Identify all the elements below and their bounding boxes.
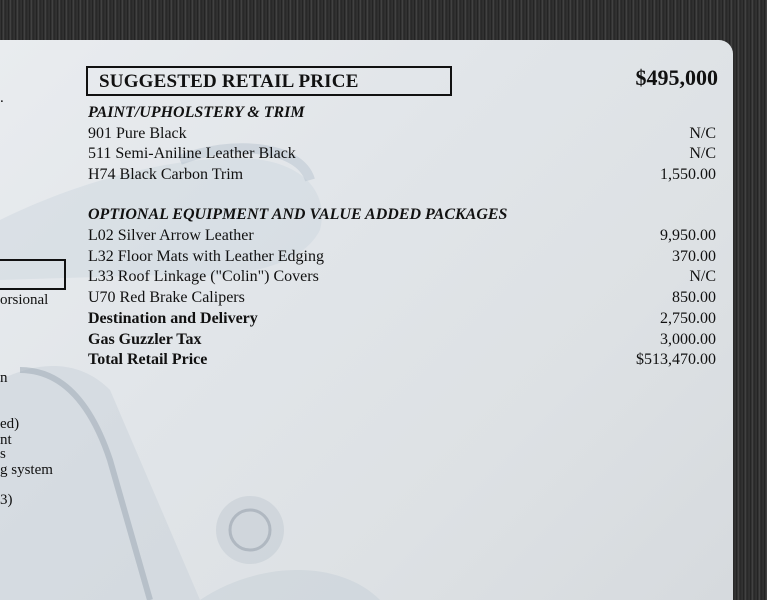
left-column-fragment: n [0, 370, 8, 386]
line-item-label: H74 Black Carbon Trim [88, 166, 244, 183]
line-item-label: L33 Roof Linkage ("Colin") Covers [88, 268, 319, 285]
line-item [88, 145, 716, 165]
line-item [88, 227, 716, 247]
line-item-value: N/C [689, 125, 716, 142]
total-label-destination: Destination and Delivery [88, 310, 258, 327]
line-item [88, 125, 716, 145]
line-item-value: N/C [689, 268, 716, 285]
left-column-fragment: . [0, 90, 4, 106]
line-item [88, 248, 716, 268]
line-item-value: 850.00 [672, 289, 716, 306]
line-item-label: L32 Floor Mats with Leather Edging [88, 248, 324, 265]
left-column-fragment: s [0, 446, 6, 462]
line-item-value: 1,550.00 [660, 166, 716, 183]
base-price: $495,000 [635, 65, 718, 90]
line-item [88, 289, 716, 309]
total-value-destination: 2,750.00 [660, 310, 716, 327]
page-title: SUGGESTED RETAIL PRICE [99, 71, 359, 92]
left-column-fragment: ed) [0, 416, 20, 432]
left-column-fragment: 3) [0, 492, 13, 508]
line-item-label: U70 Red Brake Calipers [88, 289, 245, 306]
line-item-value: 9,950.00 [660, 227, 716, 244]
left-column-box [0, 259, 66, 290]
line-item-label: L02 Silver Arrow Leather [88, 227, 254, 244]
line-item [88, 268, 716, 288]
line-item-label: 901 Pure Black [88, 125, 187, 142]
line-item [88, 166, 716, 186]
total-label-retail: Total Retail Price [88, 351, 208, 368]
total-label-gas-guzzler: Gas Guzzler Tax [88, 331, 202, 348]
line-item-value: N/C [689, 145, 716, 162]
total-line [88, 351, 716, 371]
left-column-fragment: g system [0, 462, 53, 478]
total-line [88, 331, 716, 351]
total-value-gas-guzzler: 3,000.00 [660, 331, 716, 348]
total-line [88, 310, 716, 330]
line-item-label: 511 Semi-Aniline Leather Black [88, 145, 296, 162]
left-column-fragment: orsional [0, 292, 49, 308]
total-value-retail: $513,470.00 [636, 351, 716, 368]
left-column-fragment: nt [0, 432, 12, 448]
section-heading-paint: PAINT/UPHOLSTERY & TRIM [88, 104, 305, 121]
window-sticker-sheet [0, 40, 733, 600]
section-heading-options: OPTIONAL EQUIPMENT AND VALUE ADDED PACKAGES [88, 206, 508, 223]
line-item-value: 370.00 [672, 248, 716, 265]
